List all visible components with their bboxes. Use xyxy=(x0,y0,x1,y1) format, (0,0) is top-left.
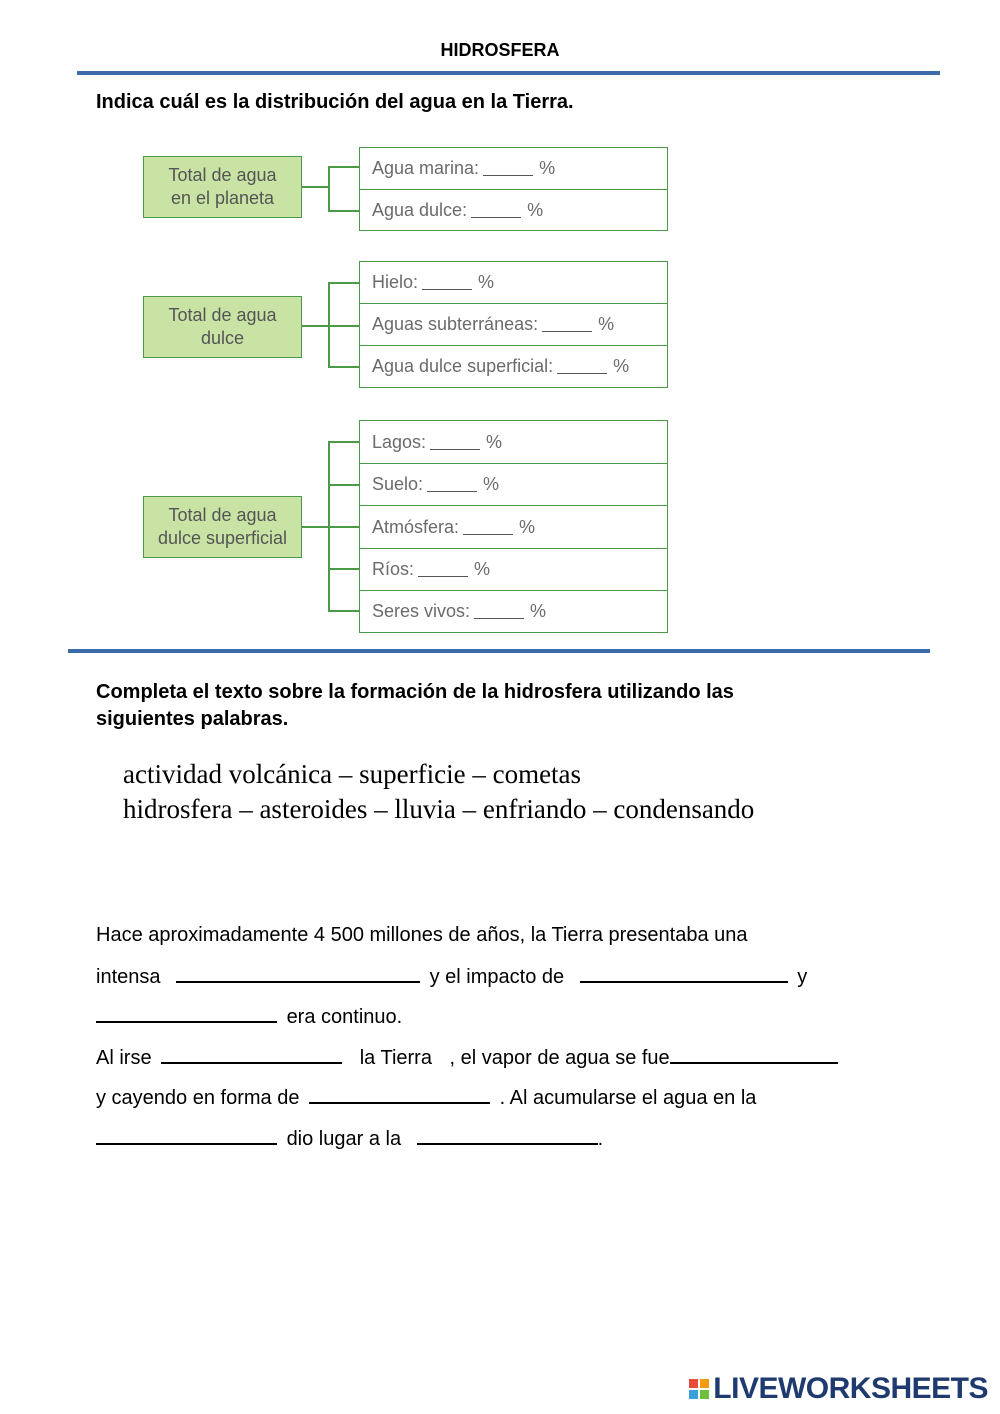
text-fragment: y el impacto de xyxy=(429,966,565,988)
items-box-dulce-superficial xyxy=(359,420,668,633)
item-label: Agua dulce: xyxy=(372,199,468,220)
liveworksheets-logo-icon xyxy=(689,1379,709,1399)
item-label: Atmósfera: xyxy=(372,516,460,537)
text-fragment: la Tierra xyxy=(359,1047,432,1069)
item-label: Hielo: xyxy=(372,272,419,292)
item-label: Agua marina: xyxy=(372,158,480,178)
instruction-line: Completa el texto sobre la formación de la hidrosfera utilizando las xyxy=(96,681,734,703)
text-fragment: y cayendo en forma de xyxy=(96,1087,300,1109)
fill-blank-5[interactable] xyxy=(670,1046,838,1064)
text-line xyxy=(96,1127,603,1151)
word-bank-line: hidrosfera – asteroides – lluvia – enfriando – condensando xyxy=(123,794,755,824)
answer-blank[interactable] xyxy=(471,203,521,218)
group-label-line: dulce xyxy=(200,328,245,348)
group-label-line: dulce superficial xyxy=(157,528,288,548)
answer-blank[interactable] xyxy=(483,161,533,176)
percent-sign: % xyxy=(519,516,536,537)
answer-blank[interactable] xyxy=(422,275,472,290)
item-row xyxy=(360,189,667,230)
group-total-dulce xyxy=(143,296,302,358)
text-line xyxy=(96,965,807,989)
text-fragment: , el vapor de agua se fue xyxy=(449,1047,670,1069)
text-line xyxy=(96,1005,402,1029)
connector xyxy=(328,568,360,570)
text-fragment: y xyxy=(797,966,808,988)
connector xyxy=(328,441,330,612)
percent-sign: % xyxy=(598,314,615,334)
section-divider xyxy=(68,649,930,653)
connector xyxy=(302,526,360,528)
fill-blank-2[interactable] xyxy=(580,965,788,983)
text-fragment: Al irse xyxy=(96,1047,152,1069)
instruction-line: siguientes palabras. xyxy=(96,708,289,730)
percent-sign: % xyxy=(486,431,503,452)
connector xyxy=(328,282,360,284)
item-row xyxy=(360,463,667,505)
item-row xyxy=(360,148,667,189)
text-fragment: dio lugar a la xyxy=(286,1128,402,1150)
connector xyxy=(328,210,360,212)
percent-sign: % xyxy=(539,158,556,178)
text-fragment: era continuo. xyxy=(286,1006,403,1028)
page-title: HIDROSFERA xyxy=(440,40,560,60)
answer-blank[interactable] xyxy=(430,435,480,450)
group-label-line: Total de agua xyxy=(168,305,277,325)
answer-blank[interactable] xyxy=(557,359,607,374)
item-label: Aguas subterráneas: xyxy=(372,314,539,334)
item-row xyxy=(360,505,667,548)
answer-blank[interactable] xyxy=(463,520,513,535)
word-bank xyxy=(123,757,754,827)
item-label: Agua dulce superficial: xyxy=(372,355,554,376)
header-divider xyxy=(77,71,940,75)
item-row xyxy=(360,345,667,386)
percent-sign: % xyxy=(478,272,495,292)
text-fragment: . Al acumularse el agua en la xyxy=(499,1087,757,1109)
text-fragment: . xyxy=(597,1128,604,1150)
fill-blank-8[interactable] xyxy=(417,1127,598,1145)
connector xyxy=(328,166,330,212)
brand-name: LIVEWORKSHEETS xyxy=(713,1372,988,1405)
question1-instruction: Indica cuál es la distribución del agua en la Tierra. xyxy=(96,91,574,113)
connector xyxy=(302,186,330,188)
liveworksheets-logo xyxy=(689,1372,988,1406)
text-line xyxy=(96,1046,838,1070)
item-label: Seres vivos: xyxy=(372,600,471,621)
item-row xyxy=(360,303,667,345)
fill-blank-6[interactable] xyxy=(309,1086,490,1104)
text-fragment: Hace aproximadamente 4 500 millones de años, la Tierra presentaba una xyxy=(96,924,748,946)
text-fragment: intensa xyxy=(96,966,161,988)
percent-sign: % xyxy=(613,355,630,376)
group-total-planeta xyxy=(143,156,302,218)
connector xyxy=(328,282,330,368)
answer-blank[interactable] xyxy=(418,562,468,577)
group-label-line: Total de agua xyxy=(168,165,277,185)
fill-blank-7[interactable] xyxy=(96,1127,277,1145)
item-row xyxy=(360,590,667,631)
group-label-line: Total de agua xyxy=(168,505,277,525)
group-total-dulce-superficial xyxy=(143,496,302,558)
text-line xyxy=(96,924,748,947)
answer-blank[interactable] xyxy=(474,604,524,619)
item-label: Ríos: xyxy=(372,559,415,579)
connector xyxy=(328,166,360,168)
percent-sign: % xyxy=(474,559,491,579)
item-row xyxy=(360,548,667,590)
connector xyxy=(328,366,360,368)
connector xyxy=(328,441,360,443)
item-label: Lagos: xyxy=(372,431,427,452)
connector xyxy=(302,325,360,327)
percent-sign: % xyxy=(530,600,547,621)
percent-sign: % xyxy=(527,199,544,220)
item-label: Suelo: xyxy=(372,474,424,494)
fill-blank-3[interactable] xyxy=(96,1005,277,1023)
items-box-dulce xyxy=(359,261,668,388)
group-label-line: en el planeta xyxy=(170,188,275,208)
word-bank-line: actividad volcánica – superficie – cometas xyxy=(123,759,582,789)
answer-blank[interactable] xyxy=(427,477,477,492)
percent-sign: % xyxy=(483,474,500,494)
question2-instruction xyxy=(96,679,734,733)
connector xyxy=(328,484,360,486)
items-box-planeta xyxy=(359,147,668,231)
item-row xyxy=(360,421,667,463)
fill-blank-4[interactable] xyxy=(161,1046,342,1064)
fill-blank-1[interactable] xyxy=(176,965,420,983)
item-row xyxy=(360,262,667,303)
connector xyxy=(328,610,360,612)
text-line xyxy=(96,1086,756,1110)
answer-blank[interactable] xyxy=(542,317,592,332)
